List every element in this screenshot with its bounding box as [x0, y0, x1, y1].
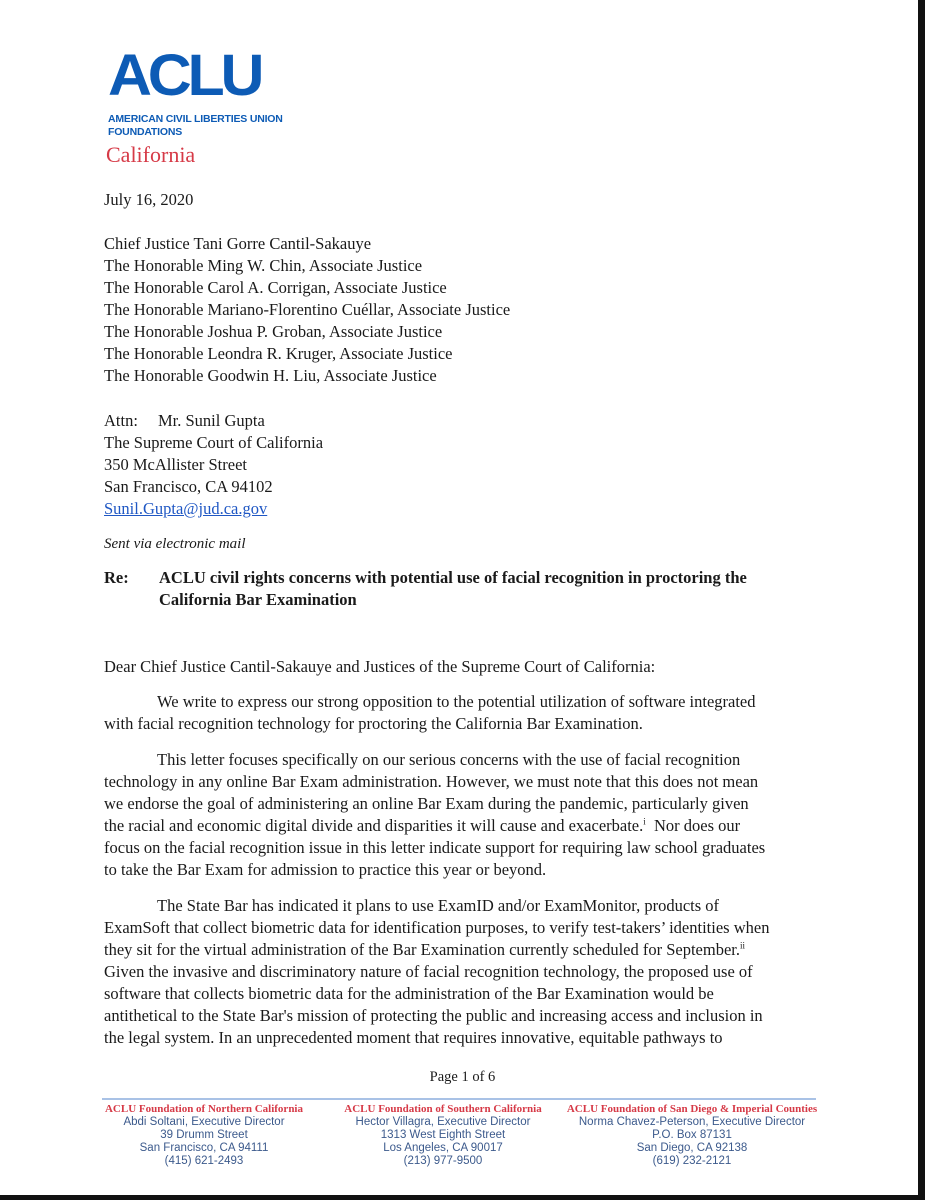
paragraph-line: with facial recognition technology for proctoring the California Bar Examination. [104, 714, 643, 733]
logo-subtitle-line: AMERICAN CIVIL LIBERTIES UNION [108, 113, 283, 125]
paragraph-line [104, 939, 769, 961]
page-number: Page 1 of 6 [429, 1069, 496, 1085]
paragraph-line: the legal system. In an unprecedented moment that requires innovative, equitable pathways to [104, 1028, 723, 1047]
office-name: ACLU Foundation of Southern California [344, 1103, 542, 1115]
email-link[interactable]: Sunil.Gupta@jud.ca.gov [104, 499, 268, 518]
addressee: The Honorable Mariano-Florentino Cuéllar, Associate Justice [104, 300, 511, 319]
subject-text: ACLU civil rights concerns with potential use of facial recognition in proctoring the [159, 568, 747, 587]
paragraph-line: This letter focuses specifically on our serious concerns with the use of facial recognition [157, 750, 741, 769]
paragraph-text: they sit for the virtual administration of the Bar Examination currently scheduled for September. [104, 940, 740, 959]
office-phone: (415) 621-2493 [164, 1155, 244, 1167]
addressee: The Honorable Joshua P. Groban, Associate Justice [104, 322, 443, 341]
addressee: The Honorable Ming W. Chin, Associate Justice [104, 256, 423, 275]
subject-line [104, 567, 747, 611]
addressee-block [104, 233, 510, 387]
paragraph-text: the racial and economic digital divide and disparities it will cause and exacerbate. [104, 816, 644, 835]
page-edge-bottom [0, 1195, 925, 1200]
footer-office-south [323, 1103, 563, 1168]
delivery-note: Sent via electronic mail [104, 536, 246, 552]
office-street: 1313 West Eighth Street [380, 1129, 506, 1141]
office-city: Los Angeles, CA 90017 [383, 1142, 503, 1154]
aclu-logo: ACLU [108, 43, 261, 108]
office-city: San Francisco, CA 94111 [139, 1142, 269, 1154]
address-line: The Supreme Court of California [104, 433, 324, 452]
office-name: ACLU Foundation of Northern California [104, 1103, 303, 1115]
attn-name: Mr. Sunil Gupta [158, 411, 265, 430]
addressee: The Honorable Carol A. Corrigan, Associate Justice [104, 278, 447, 297]
office-director: Hector Villagra, Executive Director [355, 1116, 531, 1128]
addressee: The Honorable Leondra R. Kruger, Associate Justice [104, 344, 453, 363]
office-street: P.O. Box 87131 [652, 1129, 732, 1141]
office-phone: (619) 232-2121 [652, 1155, 732, 1167]
footnote-ref[interactable]: ii [740, 940, 746, 951]
address-line: 350 McAllister Street [104, 455, 247, 474]
office-director: Norma Chavez-Peterson, Executive Director [578, 1116, 806, 1128]
paragraph-line: antithetical to the State Bar's mission of protecting the public and increasing access and inclusion in [104, 1006, 763, 1025]
paragraph-line: We write to express our strong opposition to the potential utilization of software integrated [157, 692, 756, 711]
office-street: 39 Drumm Street [160, 1129, 248, 1141]
office-city: San Diego, CA 92138 [636, 1142, 748, 1154]
paragraph [104, 691, 756, 735]
logo-region: California [106, 142, 196, 167]
paragraph [104, 749, 765, 881]
paragraph-line: software that collects biometric data for the administration of the Bar Examination would be [104, 984, 714, 1003]
addressee: Chief Justice Tani Gorre Cantil-Sakauye [104, 234, 372, 253]
office-director: Abdi Soltani, Executive Director [123, 1116, 285, 1128]
logo-subtitle [108, 113, 283, 139]
attention-block [104, 410, 323, 520]
paragraph [104, 895, 769, 1049]
attn-label: Attn: [104, 411, 138, 430]
subject-text: California Bar Examination [159, 590, 357, 609]
paragraph-line [104, 815, 765, 837]
page-edge-right [918, 0, 925, 1200]
address-line: San Francisco, CA 94102 [104, 477, 273, 496]
addressee: The Honorable Goodwin H. Liu, Associate Justice [104, 366, 437, 385]
attn-line [104, 410, 323, 432]
salutation: Dear Chief Justice Cantil-Sakauye and Justices of the Supreme Court of California: [104, 657, 656, 676]
paragraph-line: we endorse the goal of administering an online Bar Exam during the pandemic, particularly given [104, 794, 749, 813]
paragraph-line: technology in any online Bar Exam administration. However, we must note that this does not mean [104, 772, 759, 791]
paragraph-line: focus on the facial recognition issue in this letter indicate support for requiring law school graduates [104, 838, 766, 857]
footer-office-north [84, 1103, 324, 1168]
footnote-ref[interactable]: i [643, 816, 646, 827]
paragraph-line: Given the invasive and discriminatory nature of facial recognition technology, the proposed use of [104, 962, 753, 981]
re-label: Re: [104, 568, 129, 587]
office-name: ACLU Foundation of San Diego & Imperial Counties [566, 1103, 818, 1115]
footer-office-sandiego [562, 1103, 822, 1168]
footer-divider [102, 1098, 816, 1100]
letter-date: July 16, 2020 [104, 190, 194, 209]
paragraph-line: ExamSoft that collect biometric data for identification purposes, to verify test-takers’ identities when [104, 918, 770, 937]
paragraph-line: to take the Bar Exam for admission to practice this year or beyond. [104, 860, 547, 879]
paragraph-text: Nor does our [654, 816, 741, 835]
logo-subtitle-line: FOUNDATIONS [108, 126, 183, 138]
office-phone: (213) 977-9500 [403, 1155, 483, 1167]
paragraph-line: The State Bar has indicated it plans to use ExamID and/or ExamMonitor, products of [157, 896, 720, 915]
